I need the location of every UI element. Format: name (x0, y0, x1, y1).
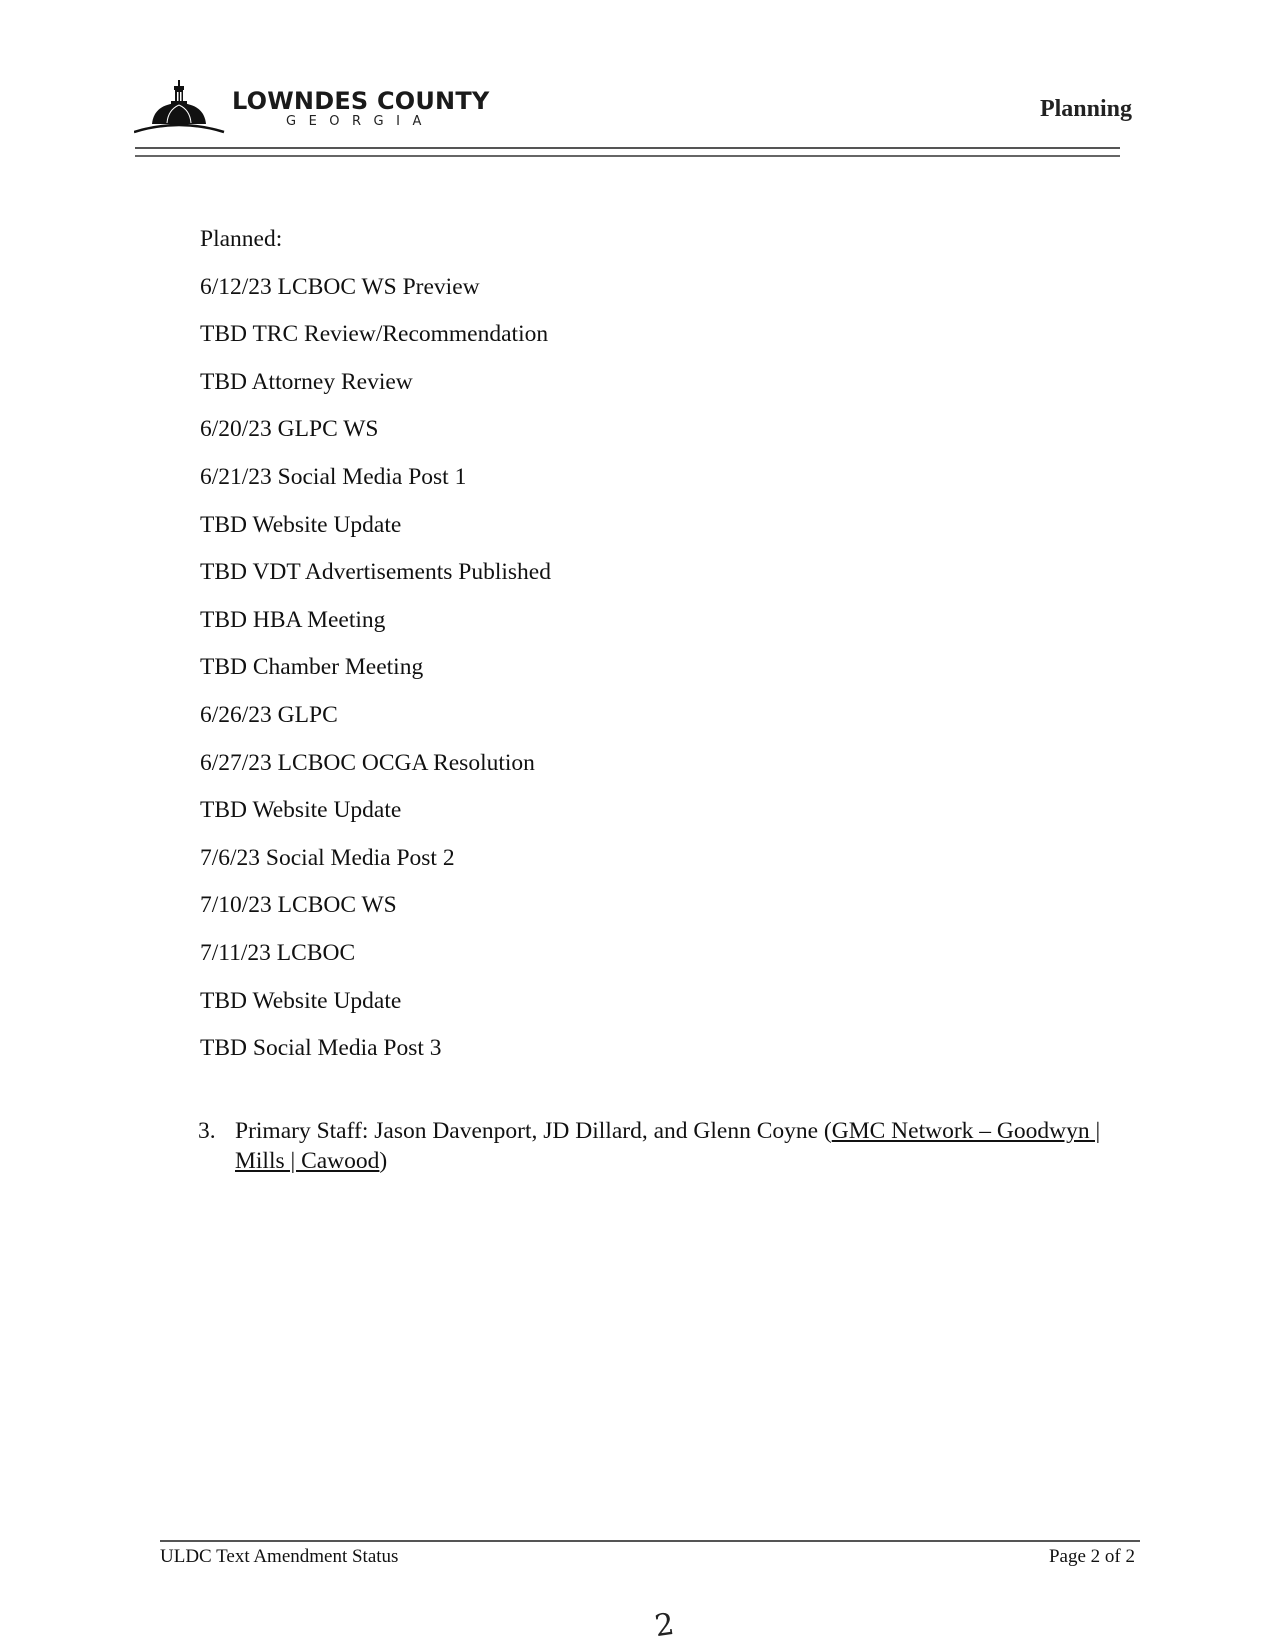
list-item: TBD Website Update (200, 797, 402, 824)
list-item: TBD Social Media Post 3 (200, 1035, 442, 1062)
list-item: TBD Attorney Review (200, 368, 413, 395)
list-item: TBD Website Update (200, 987, 402, 1014)
header-divider (135, 147, 1120, 157)
footer-document-title: ULDC Text Amendment Status (160, 1546, 399, 1567)
list-item: TBD VDT Advertisements Published (200, 559, 551, 586)
list-item: 6/27/23 LCBOC OCGA Resolution (200, 749, 535, 776)
handwritten-page-mark: 2 (652, 1606, 677, 1645)
list-item: 6/20/23 GLPC WS (200, 416, 379, 443)
page-number: Page 2 of 2 (1048, 1546, 1135, 1567)
department-title: Planning (1039, 96, 1132, 122)
list-item: TBD TRC Review/Recommendation (200, 321, 549, 348)
staff-text: Primary Staff: Jason Davenport, JD Dillard, and Glenn Coyne ( (235, 1118, 832, 1144)
list-item: TBD Chamber Meeting (200, 654, 424, 681)
list-item: 7/10/23 LCBOC WS (200, 892, 397, 919)
list-item: 6/12/23 LCBOC WS Preview (200, 273, 480, 300)
courthouse-dome-icon (134, 80, 226, 136)
org-brand (232, 88, 490, 130)
list-item: 6/26/23 GLPC (200, 701, 338, 728)
list-item: TBD Website Update (200, 511, 402, 538)
footer-divider (160, 1540, 1140, 1542)
list-item: TBD HBA Meeting (200, 606, 386, 633)
list-item: 7/6/23 Social Media Post 2 (200, 844, 455, 871)
gmc-network-link[interactable]: GMC Network – Goodwyn | Mills | Cawood (235, 1118, 1101, 1174)
list-item: 6/21/23 Social Media Post 1 (200, 463, 467, 490)
org-name: LOWNDES COUNTY (232, 87, 490, 115)
list-item: 7/11/23 LCBOC (200, 939, 356, 966)
planned-schedule-list (200, 216, 551, 1073)
list-heading: Planned: (200, 226, 283, 252)
item-number: 3. (198, 1118, 216, 1144)
primary-staff-paragraph (198, 1116, 1138, 1176)
staff-closing: ) (379, 1148, 388, 1174)
org-state: GEORGIA (286, 114, 434, 129)
